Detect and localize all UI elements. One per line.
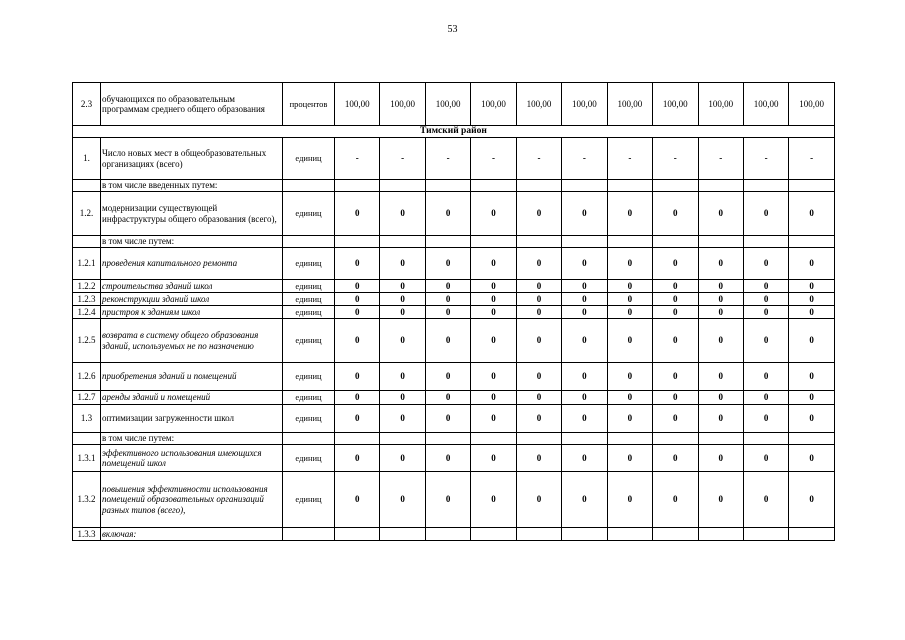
value-cell: 0 xyxy=(425,192,470,236)
value-cell: 0 xyxy=(743,405,788,433)
table-row xyxy=(73,445,835,472)
row-description: обучающихся по образовательным программам среднего общего образования xyxy=(101,83,283,126)
value-cell xyxy=(335,528,380,541)
row-number: 1.2.6 xyxy=(73,363,101,391)
value-cell: 0 xyxy=(471,363,516,391)
value-cell: 0 xyxy=(380,248,425,280)
value-cell: 0 xyxy=(516,391,561,405)
value-cell: 0 xyxy=(471,391,516,405)
value-cell xyxy=(335,236,380,248)
value-cell: 0 xyxy=(653,248,698,280)
value-cell: 0 xyxy=(653,405,698,433)
value-cell: 0 xyxy=(698,293,743,306)
value-cell: 100,00 xyxy=(653,83,698,126)
value-cell xyxy=(653,180,698,192)
value-cell: 0 xyxy=(653,293,698,306)
value-cell xyxy=(471,433,516,445)
value-cell xyxy=(335,433,380,445)
row-unit xyxy=(283,528,335,541)
value-cell xyxy=(516,236,561,248)
value-cell xyxy=(562,180,607,192)
row-description: реконструкции зданий школ xyxy=(101,293,283,306)
value-cell xyxy=(425,433,470,445)
value-cell xyxy=(516,528,561,541)
value-cell: 0 xyxy=(335,192,380,236)
table-row xyxy=(73,293,835,306)
value-cell xyxy=(607,236,652,248)
value-cell: - xyxy=(698,138,743,180)
value-cell: 0 xyxy=(335,391,380,405)
row-description: проведения капитального ремонта xyxy=(101,248,283,280)
value-cell: 100,00 xyxy=(516,83,561,126)
value-cell: 0 xyxy=(698,363,743,391)
value-cell: 0 xyxy=(607,405,652,433)
value-cell xyxy=(607,433,652,445)
value-cell xyxy=(698,236,743,248)
value-cell: 100,00 xyxy=(607,83,652,126)
value-cell: 0 xyxy=(562,293,607,306)
row-number: 1.3.2 xyxy=(73,472,101,528)
section-row xyxy=(73,126,835,138)
value-cell xyxy=(653,528,698,541)
value-cell: 0 xyxy=(562,306,607,319)
value-cell: 0 xyxy=(380,391,425,405)
value-cell xyxy=(607,528,652,541)
table-row xyxy=(73,433,835,445)
value-cell: 0 xyxy=(789,248,834,280)
value-cell: 0 xyxy=(743,391,788,405)
value-cell: - xyxy=(471,138,516,180)
value-cell: 0 xyxy=(743,319,788,363)
value-cell: 100,00 xyxy=(335,83,380,126)
value-cell: 0 xyxy=(380,405,425,433)
value-cell: 100,00 xyxy=(743,83,788,126)
value-cell: - xyxy=(607,138,652,180)
value-cell: 0 xyxy=(789,280,834,293)
value-cell: 0 xyxy=(789,319,834,363)
value-cell: - xyxy=(516,138,561,180)
value-cell: 0 xyxy=(471,319,516,363)
table-row xyxy=(73,180,835,192)
value-cell: 0 xyxy=(516,192,561,236)
value-cell: 0 xyxy=(789,293,834,306)
value-cell xyxy=(425,528,470,541)
value-cell xyxy=(516,180,561,192)
row-unit: единиц xyxy=(283,405,335,433)
value-cell: - xyxy=(425,138,470,180)
value-cell: - xyxy=(653,138,698,180)
value-cell: 0 xyxy=(562,472,607,528)
value-cell: 0 xyxy=(653,363,698,391)
value-cell: 0 xyxy=(425,280,470,293)
value-cell: 0 xyxy=(698,445,743,472)
value-cell: 100,00 xyxy=(789,83,834,126)
value-cell: 0 xyxy=(335,280,380,293)
value-cell: 0 xyxy=(425,293,470,306)
value-cell: 0 xyxy=(516,472,561,528)
value-cell: 0 xyxy=(607,192,652,236)
value-cell xyxy=(471,236,516,248)
value-cell xyxy=(562,528,607,541)
value-cell xyxy=(743,433,788,445)
row-unit: единиц xyxy=(283,445,335,472)
value-cell: 0 xyxy=(516,319,561,363)
value-cell: 0 xyxy=(789,405,834,433)
table-row xyxy=(73,472,835,528)
value-cell: 0 xyxy=(607,293,652,306)
value-cell: 0 xyxy=(516,306,561,319)
value-cell xyxy=(471,180,516,192)
value-cell: 0 xyxy=(653,391,698,405)
row-unit: единиц xyxy=(283,248,335,280)
row-description: модернизации существующей инфраструктуры общего образования (всего), xyxy=(101,192,283,236)
value-cell: 0 xyxy=(380,445,425,472)
value-cell: 0 xyxy=(425,472,470,528)
table-row xyxy=(73,192,835,236)
value-cell: 0 xyxy=(607,363,652,391)
row-unit: процентов xyxy=(283,83,335,126)
value-cell xyxy=(789,433,834,445)
row-unit: единиц xyxy=(283,306,335,319)
row-number: 2.3 xyxy=(73,83,101,126)
value-cell: 0 xyxy=(335,405,380,433)
value-cell: 0 xyxy=(516,280,561,293)
value-cell: 0 xyxy=(380,293,425,306)
row-description: в том числе путем: xyxy=(101,236,283,248)
value-cell: 0 xyxy=(743,363,788,391)
value-cell: 0 xyxy=(698,192,743,236)
value-cell: 0 xyxy=(425,391,470,405)
row-unit: единиц xyxy=(283,391,335,405)
value-cell: 0 xyxy=(516,445,561,472)
value-cell: 0 xyxy=(562,445,607,472)
value-cell: 0 xyxy=(607,391,652,405)
row-number: 1.2. xyxy=(73,192,101,236)
value-cell: 0 xyxy=(335,319,380,363)
value-cell xyxy=(562,236,607,248)
value-cell: 100,00 xyxy=(380,83,425,126)
value-cell: 0 xyxy=(698,391,743,405)
value-cell: 0 xyxy=(789,472,834,528)
value-cell: 0 xyxy=(653,192,698,236)
row-number: 1.3.1 xyxy=(73,445,101,472)
value-cell xyxy=(789,236,834,248)
value-cell: 0 xyxy=(698,248,743,280)
page-number: 53 xyxy=(447,24,458,35)
row-description: пристроя к зданиям школ xyxy=(101,306,283,319)
value-cell: 0 xyxy=(471,248,516,280)
value-cell: 0 xyxy=(789,306,834,319)
value-cell: 0 xyxy=(653,319,698,363)
row-number xyxy=(73,180,101,192)
row-number: 1.2.3 xyxy=(73,293,101,306)
value-cell: 0 xyxy=(698,405,743,433)
value-cell: 0 xyxy=(743,280,788,293)
value-cell: 100,00 xyxy=(698,83,743,126)
value-cell: 100,00 xyxy=(562,83,607,126)
value-cell xyxy=(743,236,788,248)
table-row xyxy=(73,319,835,363)
row-number: 1.3.3 xyxy=(73,528,101,541)
value-cell: 0 xyxy=(607,319,652,363)
value-cell: 0 xyxy=(516,293,561,306)
table-row xyxy=(73,280,835,293)
row-number: 1.2.2 xyxy=(73,280,101,293)
value-cell: 0 xyxy=(698,306,743,319)
value-cell xyxy=(653,433,698,445)
value-cell: 0 xyxy=(425,306,470,319)
row-unit: единиц xyxy=(283,192,335,236)
value-cell: 0 xyxy=(743,248,788,280)
table-row xyxy=(73,248,835,280)
value-cell xyxy=(789,180,834,192)
value-cell: 0 xyxy=(471,472,516,528)
value-cell xyxy=(335,180,380,192)
row-unit: единиц xyxy=(283,472,335,528)
value-cell: 0 xyxy=(425,363,470,391)
table-row xyxy=(73,391,835,405)
value-cell: 0 xyxy=(789,391,834,405)
value-cell: 100,00 xyxy=(425,83,470,126)
value-cell: 0 xyxy=(653,280,698,293)
value-cell: 0 xyxy=(562,248,607,280)
value-cell: - xyxy=(789,138,834,180)
row-number: 1.2.4 xyxy=(73,306,101,319)
value-cell: 0 xyxy=(335,472,380,528)
section-title: Тимский район xyxy=(73,126,835,138)
value-cell: 0 xyxy=(698,319,743,363)
row-unit xyxy=(283,433,335,445)
value-cell: 0 xyxy=(698,280,743,293)
row-description: возврата в систему общего образования зданий, используемых не по назначению xyxy=(101,319,283,363)
value-cell xyxy=(698,180,743,192)
row-description: включая: xyxy=(101,528,283,541)
value-cell: - xyxy=(335,138,380,180)
value-cell xyxy=(425,236,470,248)
value-cell: 0 xyxy=(516,363,561,391)
value-cell xyxy=(562,433,607,445)
row-description: оптимизации загруженности школ xyxy=(101,405,283,433)
row-unit: единиц xyxy=(283,138,335,180)
row-description: эффективного использования имеющихся помещений школ xyxy=(101,445,283,472)
value-cell: 0 xyxy=(425,248,470,280)
row-number: 1.2.5 xyxy=(73,319,101,363)
table-row xyxy=(73,363,835,391)
value-cell: 0 xyxy=(335,293,380,306)
value-cell: 0 xyxy=(471,306,516,319)
value-cell: 0 xyxy=(607,280,652,293)
value-cell: 0 xyxy=(380,472,425,528)
value-cell: 0 xyxy=(562,280,607,293)
value-cell: 0 xyxy=(607,472,652,528)
value-cell: 0 xyxy=(380,306,425,319)
table-row xyxy=(73,236,835,248)
value-cell: 0 xyxy=(562,391,607,405)
row-description: строительства зданий школ xyxy=(101,280,283,293)
value-cell: 0 xyxy=(653,472,698,528)
value-cell: 0 xyxy=(471,405,516,433)
value-cell: 0 xyxy=(653,445,698,472)
value-cell: 0 xyxy=(743,472,788,528)
value-cell: 0 xyxy=(607,248,652,280)
table-row xyxy=(73,83,835,126)
table-row xyxy=(73,138,835,180)
value-cell: 0 xyxy=(789,192,834,236)
value-cell xyxy=(698,433,743,445)
value-cell: 0 xyxy=(380,192,425,236)
value-cell: 0 xyxy=(607,306,652,319)
row-number: 1.3 xyxy=(73,405,101,433)
row-number xyxy=(73,236,101,248)
value-cell: 0 xyxy=(743,293,788,306)
value-cell: 0 xyxy=(516,248,561,280)
row-number: 1. xyxy=(73,138,101,180)
row-description: приобретения зданий и помещений xyxy=(101,363,283,391)
value-cell: - xyxy=(743,138,788,180)
row-unit: единиц xyxy=(283,293,335,306)
value-cell: 0 xyxy=(743,445,788,472)
value-cell: 100,00 xyxy=(471,83,516,126)
value-cell: 0 xyxy=(743,306,788,319)
row-description: повышения эффективности использования помещений образовательных организаций разных типов (всего), xyxy=(101,472,283,528)
row-number: 1.2.7 xyxy=(73,391,101,405)
table-row xyxy=(73,405,835,433)
value-cell: 0 xyxy=(335,363,380,391)
row-description: в том числе введенных путем: xyxy=(101,180,283,192)
value-cell: 0 xyxy=(789,445,834,472)
value-cell: 0 xyxy=(471,280,516,293)
value-cell xyxy=(698,528,743,541)
value-cell xyxy=(516,433,561,445)
value-cell: - xyxy=(562,138,607,180)
value-cell: 0 xyxy=(698,472,743,528)
value-cell xyxy=(425,180,470,192)
value-cell: 0 xyxy=(380,319,425,363)
value-cell xyxy=(380,236,425,248)
row-unit: единиц xyxy=(283,280,335,293)
value-cell: 0 xyxy=(789,363,834,391)
indicators-table xyxy=(72,82,835,541)
value-cell xyxy=(607,180,652,192)
value-cell: 0 xyxy=(743,192,788,236)
row-unit: единиц xyxy=(283,363,335,391)
row-description: аренды зданий и помещений xyxy=(101,391,283,405)
row-number: 1.2.1 xyxy=(73,248,101,280)
value-cell: 0 xyxy=(335,248,380,280)
value-cell: 0 xyxy=(380,363,425,391)
value-cell: 0 xyxy=(425,319,470,363)
row-description: Число новых мест в общеобразовательных организациях (всего) xyxy=(101,138,283,180)
value-cell: 0 xyxy=(562,405,607,433)
value-cell: 0 xyxy=(653,306,698,319)
value-cell: 0 xyxy=(562,319,607,363)
value-cell xyxy=(380,528,425,541)
table-row xyxy=(73,306,835,319)
value-cell xyxy=(743,180,788,192)
value-cell xyxy=(380,180,425,192)
row-unit xyxy=(283,180,335,192)
row-unit: единиц xyxy=(283,319,335,363)
value-cell: 0 xyxy=(607,445,652,472)
row-description: в том числе путем: xyxy=(101,433,283,445)
value-cell: 0 xyxy=(335,445,380,472)
value-cell: 0 xyxy=(335,306,380,319)
value-cell: 0 xyxy=(471,445,516,472)
row-number xyxy=(73,433,101,445)
value-cell: 0 xyxy=(471,192,516,236)
value-cell xyxy=(653,236,698,248)
row-unit xyxy=(283,236,335,248)
value-cell xyxy=(380,433,425,445)
value-cell: 0 xyxy=(425,405,470,433)
value-cell xyxy=(743,528,788,541)
value-cell xyxy=(471,528,516,541)
table-row xyxy=(73,528,835,541)
value-cell: 0 xyxy=(380,280,425,293)
value-cell xyxy=(789,528,834,541)
value-cell: 0 xyxy=(562,363,607,391)
value-cell: 0 xyxy=(471,293,516,306)
value-cell: - xyxy=(380,138,425,180)
value-cell: 0 xyxy=(425,445,470,472)
value-cell: 0 xyxy=(562,192,607,236)
value-cell: 0 xyxy=(516,405,561,433)
